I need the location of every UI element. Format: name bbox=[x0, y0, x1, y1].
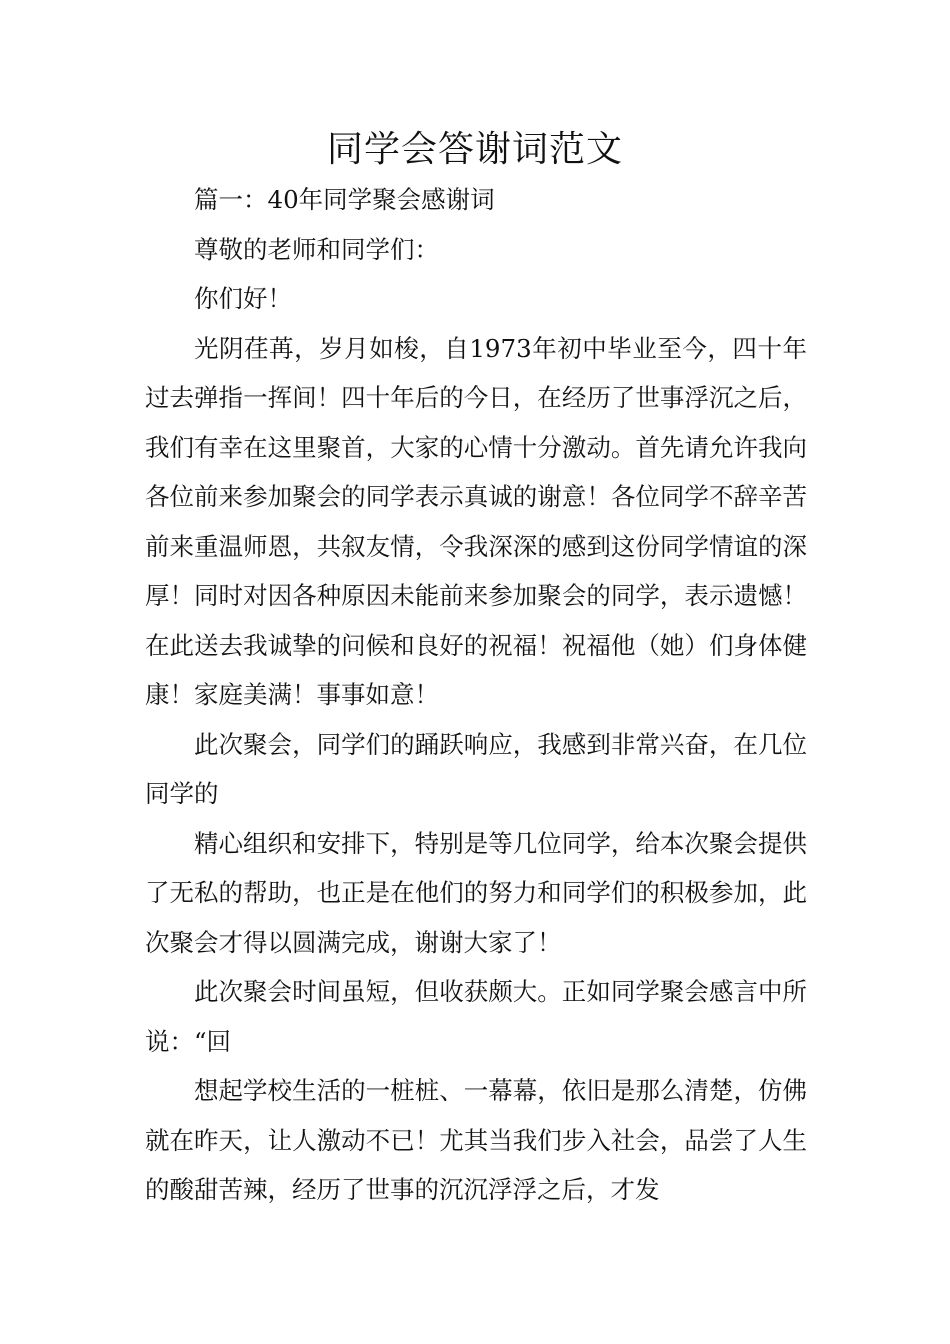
greeting: 你们好！ bbox=[194, 284, 292, 313]
document-body bbox=[145, 175, 807, 1215]
document-title: 同学会答谢词范文 bbox=[326, 129, 623, 170]
salutation: 尊敬的老师和同学们： bbox=[194, 234, 439, 264]
section-heading: 篇一：40年同学聚会感谢词 bbox=[194, 185, 495, 214]
paragraph: 此次聚会时间虽短，但收获颇大。正如同学聚会感言中所说：“回 bbox=[145, 977, 807, 1056]
paragraph: 想起学校生活的一桩桩、一幕幕，依旧是那么清楚，仿佛就在昨天，让人激动不已！尤其当我们步入社会，品尝了人生的酸甜苦辣，经历了世事的沉沉浮浮之后，才发 bbox=[145, 1076, 807, 1204]
paragraph: 此次聚会，同学们的踊跃响应，我感到非常兴奋，在几位同学的 bbox=[145, 729, 807, 808]
paragraph: 光阴荏苒，岁月如梭，自1973年初中毕业至今，四十年过去弹指一挥间！四十年后的今日，在经历了世事浮沉之后，我们有幸在这里聚首，大家的心情十分激动。首先请允许我向各位前来参加聚会的同学表示真诚的谢意！各位同学不辞辛苦前来重温师恩，共叙友情，令我深深的感到这份同学情谊的深厚！同时对因各种原因未能前来参加聚会的同学，表示遗憾！在此送去我诚挚的问候和良好的祝福！祝福他（她）们身体健康！家庭美满！事事如意！ bbox=[145, 333, 807, 709]
paragraph: 精心组织和安排下，特别是等几位同学，给本次聚会提供了无私的帮助，也正是在他们的努力和同学们的积极参加，此次聚会才得以圆满完成，谢谢大家了！ bbox=[145, 828, 807, 957]
